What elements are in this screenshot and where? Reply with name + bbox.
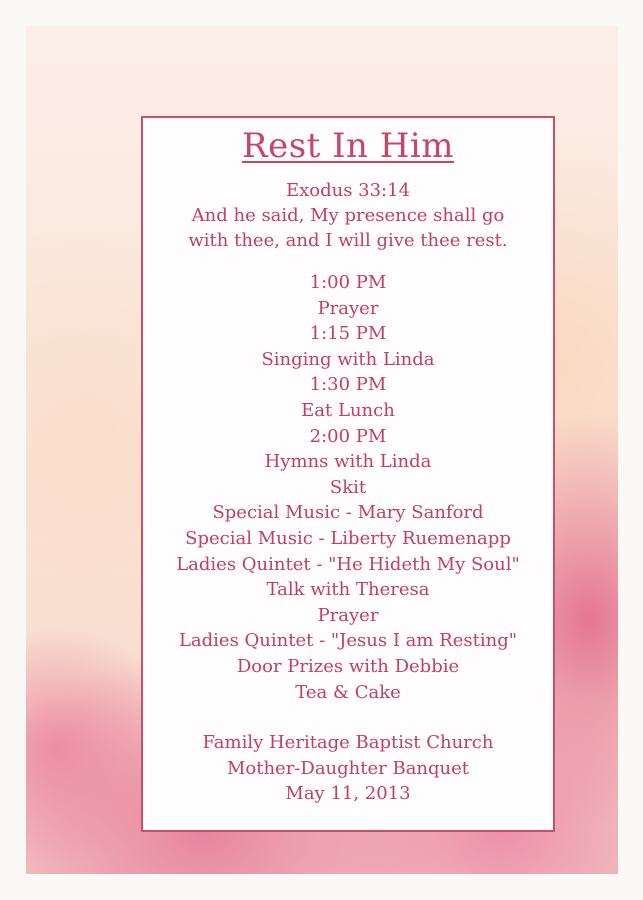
event-date: May 11, 2013 bbox=[285, 783, 411, 805]
schedule-item: Prayer bbox=[317, 297, 379, 319]
schedule-item: Door Prizes with Debbie bbox=[236, 655, 460, 677]
program-card bbox=[26, 26, 618, 874]
schedule-item: Ladies Quintet - "He Hideth My Soul" bbox=[176, 553, 520, 575]
schedule-item: Talk with Theresa bbox=[266, 579, 430, 601]
schedule-item: 1:00 PM bbox=[309, 272, 387, 293]
scripture-verse bbox=[143, 178, 553, 253]
event-name: Mother-Daughter Banquet bbox=[226, 757, 470, 779]
schedule-item: Eat Lunch bbox=[301, 399, 395, 421]
schedule-item: Singing with Linda bbox=[261, 348, 435, 370]
verse-reference: Exodus 33:14 bbox=[285, 180, 411, 201]
program-content bbox=[143, 126, 553, 807]
schedule-item: Ladies Quintet - "Jesus I am Resting" bbox=[178, 630, 518, 652]
schedule-item: Hymns with Linda bbox=[264, 451, 432, 473]
event-footer bbox=[143, 730, 553, 807]
schedule-item: Special Music - Liberty Ruemenapp bbox=[185, 527, 511, 549]
program-frame bbox=[141, 116, 555, 832]
schedule-item: Special Music - Mary Sanford bbox=[212, 502, 484, 524]
schedule-item: 2:00 PM bbox=[309, 425, 387, 447]
schedule-item: 1:30 PM bbox=[309, 374, 387, 396]
schedule-item: Skit bbox=[329, 476, 367, 498]
schedule-item: 1:15 PM bbox=[309, 323, 387, 345]
verse-line-2: with thee, and I will give thee rest. bbox=[188, 230, 508, 251]
verse-line-1: And he said, My presence shall go bbox=[191, 205, 505, 226]
schedule-item: Tea & Cake bbox=[295, 681, 401, 703]
program-title: Rest In Him bbox=[241, 126, 455, 166]
schedule-list bbox=[143, 270, 553, 705]
schedule-item: Prayer bbox=[317, 604, 379, 626]
church-name: Family Heritage Baptist Church bbox=[202, 732, 494, 754]
